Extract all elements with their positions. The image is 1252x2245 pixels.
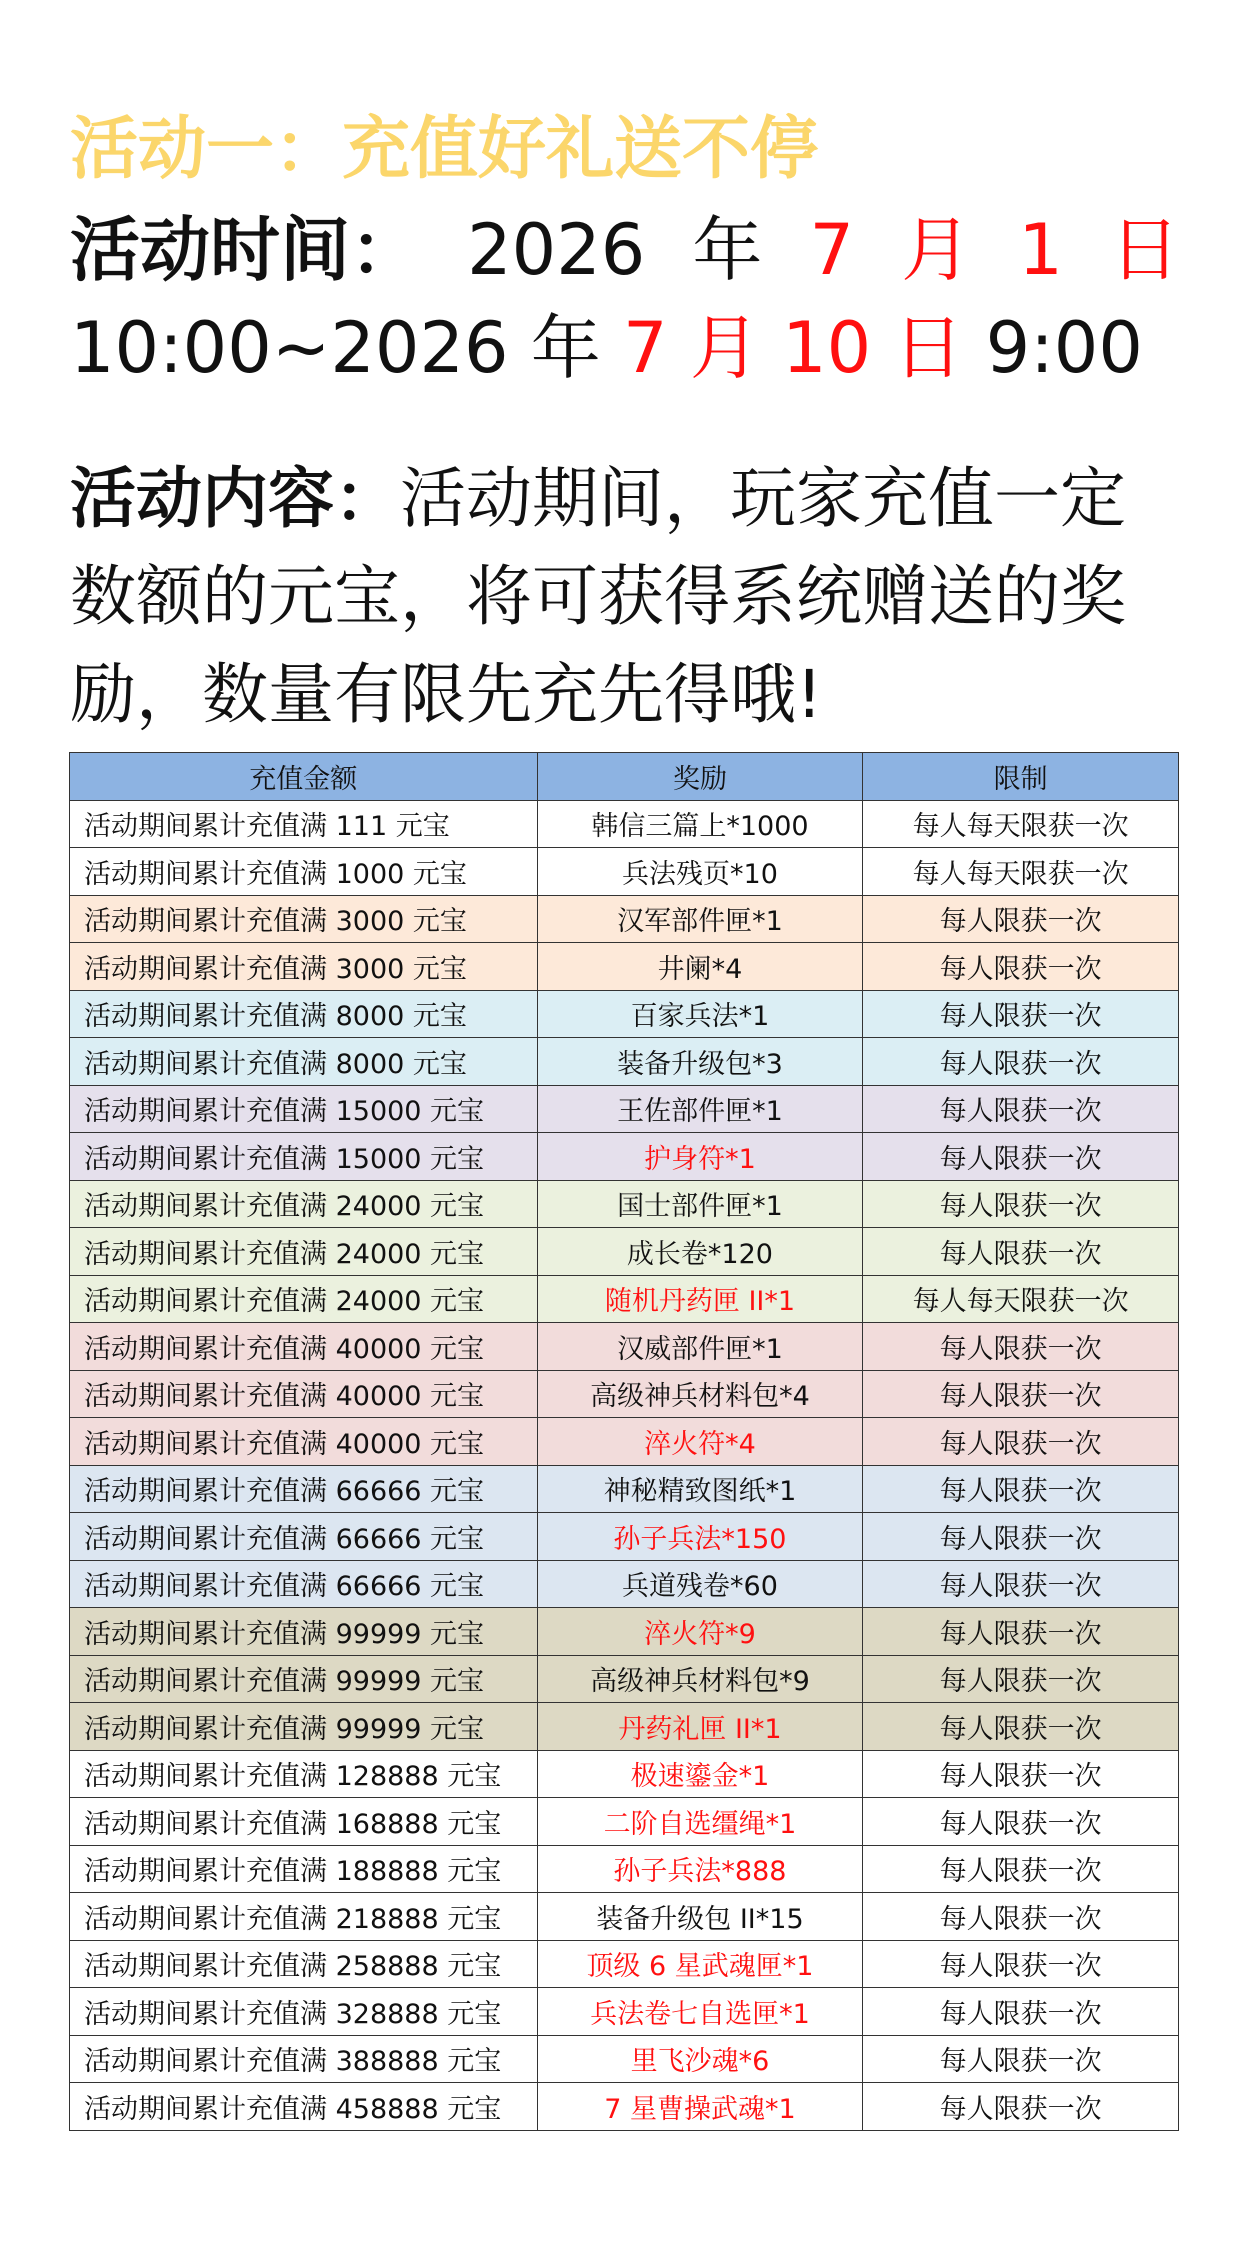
limit-cell: 每人限获一次 xyxy=(863,1560,1179,1608)
reward-cell: 淬火符*4 xyxy=(537,1418,863,1466)
limit-cell: 每人限获一次 xyxy=(863,1940,1179,1988)
reward-cell: 二阶自选缰绳*1 xyxy=(537,1798,863,1846)
limit-cell: 每人每天限获一次 xyxy=(863,1275,1179,1323)
table-row xyxy=(70,990,1179,1038)
amount-cell: 活动期间累计充值满 188888 元宝 xyxy=(70,1845,538,1893)
table-row xyxy=(70,1750,1179,1798)
reward-cell: 淬火符*9 xyxy=(537,1608,863,1656)
time-segment: 月 xyxy=(901,209,972,291)
amount-cell: 活动期间累计充值满 218888 元宝 xyxy=(70,1893,538,1941)
table-row xyxy=(70,800,1179,848)
amount-cell: 活动期间累计充值满 99999 元宝 xyxy=(70,1655,538,1703)
event-time-line-2 xyxy=(70,298,1143,398)
amount-cell: 活动期间累计充值满 168888 元宝 xyxy=(70,1798,538,1846)
amount-cell: 活动期间累计充值满 458888 元宝 xyxy=(70,2083,538,2131)
amount-cell: 活动期间累计充值满 8000 元宝 xyxy=(70,990,538,1038)
event-content xyxy=(70,450,1190,744)
amount-cell: 活动期间累计充值满 24000 元宝 xyxy=(70,1275,538,1323)
event-time-line-1 xyxy=(70,200,1180,300)
time-segment: 2026 xyxy=(467,209,646,291)
amount-cell: 活动期间累计充值满 8000 元宝 xyxy=(70,1038,538,1086)
amount-cell: 活动期间累计充值满 66666 元宝 xyxy=(70,1465,538,1513)
reward-cell: 汉威部件匣*1 xyxy=(537,1323,863,1371)
limit-cell: 每人限获一次 xyxy=(863,1988,1179,2036)
table-row xyxy=(70,1703,1179,1751)
table-row xyxy=(70,2035,1179,2083)
reward-cell: 里飞沙魂*6 xyxy=(537,2035,863,2083)
limit-cell: 每人限获一次 xyxy=(863,1798,1179,1846)
event-content-text: 活动期间，玩家充值一定数额的元宝，将可获得系统赠送的奖励，数量有限先充先得哦! xyxy=(70,460,1126,733)
table-row xyxy=(70,1893,1179,1941)
reward-cell: 神秘精致图纸*1 xyxy=(537,1465,863,1513)
limit-cell: 每人限获一次 xyxy=(863,1750,1179,1798)
time-segment: 活动时间： xyxy=(70,209,420,291)
limit-cell: 每人限获一次 xyxy=(863,1655,1179,1703)
table-row xyxy=(70,2083,1179,2131)
reward-cell: 百家兵法*1 xyxy=(537,990,863,1038)
table-row xyxy=(70,1133,1179,1181)
table-row xyxy=(70,1513,1179,1561)
reward-cell: 韩信三篇上*1000 xyxy=(537,800,863,848)
table-row xyxy=(70,1798,1179,1846)
table-row xyxy=(70,1038,1179,1086)
amount-cell: 活动期间累计充值满 128888 元宝 xyxy=(70,1750,538,1798)
table-row xyxy=(70,1988,1179,2036)
reward-cell: 随机丹药匣 II*1 xyxy=(537,1275,863,1323)
limit-cell: 每人限获一次 xyxy=(863,1038,1179,1086)
table-row xyxy=(70,1370,1179,1418)
table-row xyxy=(70,1180,1179,1228)
table-row xyxy=(70,1275,1179,1323)
limit-cell: 每人限获一次 xyxy=(863,2083,1179,2131)
amount-cell: 活动期间累计充值满 3000 元宝 xyxy=(70,895,538,943)
time-segment: 1 xyxy=(1018,209,1063,291)
page-title: 活动一：充值好礼送不停 xyxy=(70,110,819,189)
limit-cell: 每人每天限获一次 xyxy=(863,848,1179,896)
amount-cell: 活动期间累计充值满 3000 元宝 xyxy=(70,943,538,991)
amount-cell: 活动期间累计充值满 328888 元宝 xyxy=(70,1988,538,2036)
time-segment: 日 xyxy=(1110,209,1180,291)
reward-cell: 井阑*4 xyxy=(537,943,863,991)
time-segment: 10:00~2026 年 xyxy=(70,307,624,389)
table-row xyxy=(70,1085,1179,1133)
limit-cell: 每人限获一次 xyxy=(863,1228,1179,1276)
table-row xyxy=(70,895,1179,943)
reward-cell: 装备升级包 II*15 xyxy=(537,1893,863,1941)
table-row xyxy=(70,1560,1179,1608)
limit-cell: 每人限获一次 xyxy=(863,1845,1179,1893)
amount-cell: 活动期间累计充值满 99999 元宝 xyxy=(70,1703,538,1751)
reward-cell: 汉军部件匣*1 xyxy=(537,895,863,943)
limit-cell: 每人限获一次 xyxy=(863,1133,1179,1181)
reward-cell: 王佐部件匣*1 xyxy=(537,1085,863,1133)
reward-table xyxy=(69,752,1179,2131)
amount-cell: 活动期间累计充值满 258888 元宝 xyxy=(70,1940,538,1988)
reward-cell: 孙子兵法*150 xyxy=(537,1513,863,1561)
reward-cell: 成长卷*120 xyxy=(537,1228,863,1276)
amount-cell: 活动期间累计充值满 66666 元宝 xyxy=(70,1560,538,1608)
table-row xyxy=(70,1465,1179,1513)
time-segment: 年 xyxy=(692,209,763,291)
table-row xyxy=(70,1323,1179,1371)
amount-cell: 活动期间累计充值满 66666 元宝 xyxy=(70,1513,538,1561)
reward-cell: 7 星曹操武魂*1 xyxy=(537,2083,863,2131)
reward-cell: 装备升级包*3 xyxy=(537,1038,863,1086)
limit-cell: 每人限获一次 xyxy=(863,1465,1179,1513)
reward-cell: 兵法残页*10 xyxy=(537,848,863,896)
table-row xyxy=(70,1608,1179,1656)
limit-cell: 每人每天限获一次 xyxy=(863,800,1179,848)
amount-cell: 活动期间累计充值满 388888 元宝 xyxy=(70,2035,538,2083)
table-row xyxy=(70,943,1179,991)
reward-cell: 兵道残卷*60 xyxy=(537,1560,863,1608)
table-row xyxy=(70,1418,1179,1466)
limit-cell: 每人限获一次 xyxy=(863,1703,1179,1751)
amount-cell: 活动期间累计充值满 24000 元宝 xyxy=(70,1228,538,1276)
reward-cell: 顶级 6 星武魂匣*1 xyxy=(537,1940,863,1988)
amount-cell: 活动期间累计充值满 40000 元宝 xyxy=(70,1370,538,1418)
table-row xyxy=(70,1228,1179,1276)
limit-cell: 每人限获一次 xyxy=(863,1608,1179,1656)
table-row xyxy=(70,848,1179,896)
reward-cell: 极速鎏金*1 xyxy=(537,1750,863,1798)
amount-cell: 活动期间累计充值满 99999 元宝 xyxy=(70,1608,538,1656)
limit-cell: 每人限获一次 xyxy=(863,895,1179,943)
reward-cell: 高级神兵材料包*4 xyxy=(537,1370,863,1418)
time-segment: 7 月 10 日 xyxy=(623,307,964,389)
header-amount: 充值金额 xyxy=(70,753,538,801)
table-row xyxy=(70,1845,1179,1893)
limit-cell: 每人限获一次 xyxy=(863,1513,1179,1561)
reward-cell: 兵法卷七自选匣*1 xyxy=(537,1988,863,2036)
table-row xyxy=(70,1655,1179,1703)
limit-cell: 每人限获一次 xyxy=(863,2035,1179,2083)
amount-cell: 活动期间累计充值满 15000 元宝 xyxy=(70,1133,538,1181)
limit-cell: 每人限获一次 xyxy=(863,990,1179,1038)
limit-cell: 每人限获一次 xyxy=(863,1085,1179,1133)
amount-cell: 活动期间累计充值满 40000 元宝 xyxy=(70,1418,538,1466)
event-content-label: 活动内容： xyxy=(70,460,400,537)
header-reward: 奖励 xyxy=(537,753,863,801)
amount-cell: 活动期间累计充值满 15000 元宝 xyxy=(70,1085,538,1133)
reward-cell: 孙子兵法*888 xyxy=(537,1845,863,1893)
limit-cell: 每人限获一次 xyxy=(863,943,1179,991)
reward-cell: 高级神兵材料包*9 xyxy=(537,1655,863,1703)
limit-cell: 每人限获一次 xyxy=(863,1323,1179,1371)
limit-cell: 每人限获一次 xyxy=(863,1418,1179,1466)
reward-cell: 护身符*1 xyxy=(537,1133,863,1181)
header-limit: 限制 xyxy=(863,753,1179,801)
reward-cell: 国士部件匣*1 xyxy=(537,1180,863,1228)
table-row xyxy=(70,1940,1179,1988)
limit-cell: 每人限获一次 xyxy=(863,1370,1179,1418)
time-segment: 7 xyxy=(809,209,855,291)
amount-cell: 活动期间累计充值满 1000 元宝 xyxy=(70,848,538,896)
amount-cell: 活动期间累计充值满 111 元宝 xyxy=(70,800,538,848)
amount-cell: 活动期间累计充值满 24000 元宝 xyxy=(70,1180,538,1228)
time-segment: 9:00 xyxy=(963,307,1143,389)
reward-cell: 丹药礼匣 II*1 xyxy=(537,1703,863,1751)
amount-cell: 活动期间累计充值满 40000 元宝 xyxy=(70,1323,538,1371)
table-header-row xyxy=(70,753,1179,801)
limit-cell: 每人限获一次 xyxy=(863,1893,1179,1941)
limit-cell: 每人限获一次 xyxy=(863,1180,1179,1228)
